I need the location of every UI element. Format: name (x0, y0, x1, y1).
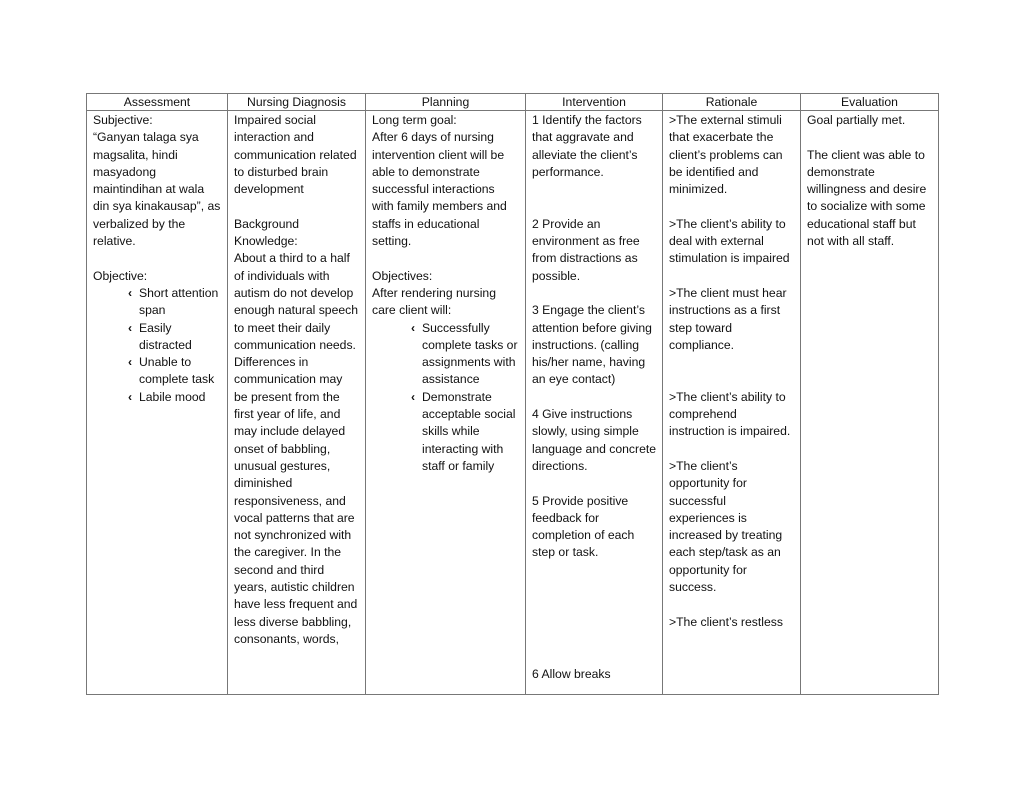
subjective-label: Subjective: (93, 113, 153, 127)
header-intervention: Intervention (526, 94, 663, 111)
diagnosis-cell (228, 111, 366, 695)
rationale-item-6: >The client’s restless (669, 614, 783, 629)
list-item: ‹ Successfully complete tasks or assignments with assistance (412, 320, 519, 389)
list-item: ‹ Labile mood (129, 389, 221, 406)
objectives-list (372, 320, 519, 476)
intervention-item-2: 2 Provide an environment as free from distractions as possible. (532, 216, 640, 283)
list-item: ‹ Demonstrate acceptable social skills while interacting with staff or family (412, 389, 519, 475)
header-planning: Planning (366, 94, 526, 111)
evaluation-cell (801, 111, 939, 695)
planning-cell (366, 111, 526, 695)
rationale-item-2: >The client’s ability to deal with external stimulation is impaired (669, 216, 790, 266)
content-row (87, 111, 939, 695)
header-row (87, 94, 939, 111)
objectives-intro: After rendering nursing care client will: (372, 285, 496, 318)
objectives-label: Objectives: (372, 268, 433, 283)
list-item: ‹ Easily distracted (129, 320, 221, 355)
evaluation-status: Goal partially met. (807, 113, 906, 127)
rationale-cell (663, 111, 801, 695)
intervention-item-6: 6 Allow breaks (532, 666, 611, 681)
long-term-goal-label: Long term goal: (372, 113, 457, 127)
rationale-item-1: >The external stimuli that exacerbate the client’s problems can be identified and minimized. (669, 113, 783, 197)
header-evaluation: Evaluation (801, 94, 939, 111)
header-nursing-diagnosis: Nursing Diagnosis (228, 94, 366, 111)
background-text: About a third to a half of individuals with autism do not develop enough natural speech to meet their daily communication needs. Differences in communication may be present from the first year of life, and may include delayed onset of babbling, unusual gestures, diminished responsiveness, and vocal patterns that are not synchronized with the caregiver. In the second and third years, autistic children have less frequent and less diverse babbling, consonants, words, (234, 251, 359, 646)
evaluation-text: The client was able to demonstrate willingness and desire to socialize with some educational staff but not with all staff. (807, 147, 927, 249)
long-term-goal-text: After 6 days of nursing intervention client will be able to demonstrate successful interactions with family members and staffs in educational setting. (372, 130, 507, 249)
background-label: Background Knowledge: (234, 216, 300, 249)
list-item: ‹ Unable to complete task (129, 354, 221, 389)
rationale-item-4: >The client’s ability to comprehend instruction is impaired. (669, 389, 791, 439)
rationale-item-5: >The client’s opportunity for successful experiences is increased by treating each step/task as an opportunity for success. (669, 458, 783, 595)
subjective-text: “Ganyan talaga sya magsalita, hindi masyadong maintindihan at wala din sya kinakausap”, as verbalized by the relative. (93, 130, 221, 249)
header-assessment: Assessment (87, 94, 228, 111)
objective-label: Objective: (93, 268, 148, 283)
assessment-cell (87, 111, 228, 695)
rationale-item-3: >The client must hear instructions as a first step toward compliance. (669, 285, 787, 352)
intervention-item-5: 5 Provide positive feedback for completion of each step or task. (532, 493, 635, 560)
intervention-item-3: 3 Engage the client’s attention before giving instructions. (calling his/her name, having an eye contact) (532, 303, 652, 387)
intervention-cell (526, 111, 663, 695)
list-item: ‹ Short attention span (129, 285, 221, 320)
header-rationale: Rationale (663, 94, 801, 111)
objective-list (93, 285, 221, 406)
diagnosis-statement: Impaired social interaction and communication related to disturbed brain development (234, 113, 357, 197)
intervention-item-4: 4 Give instructions slowly, using simple language and concrete directions. (532, 407, 657, 473)
nursing-care-plan-table (86, 93, 939, 695)
intervention-item-1: 1 Identify the factors that aggravate and alleviate the client’s performance. (532, 113, 642, 179)
